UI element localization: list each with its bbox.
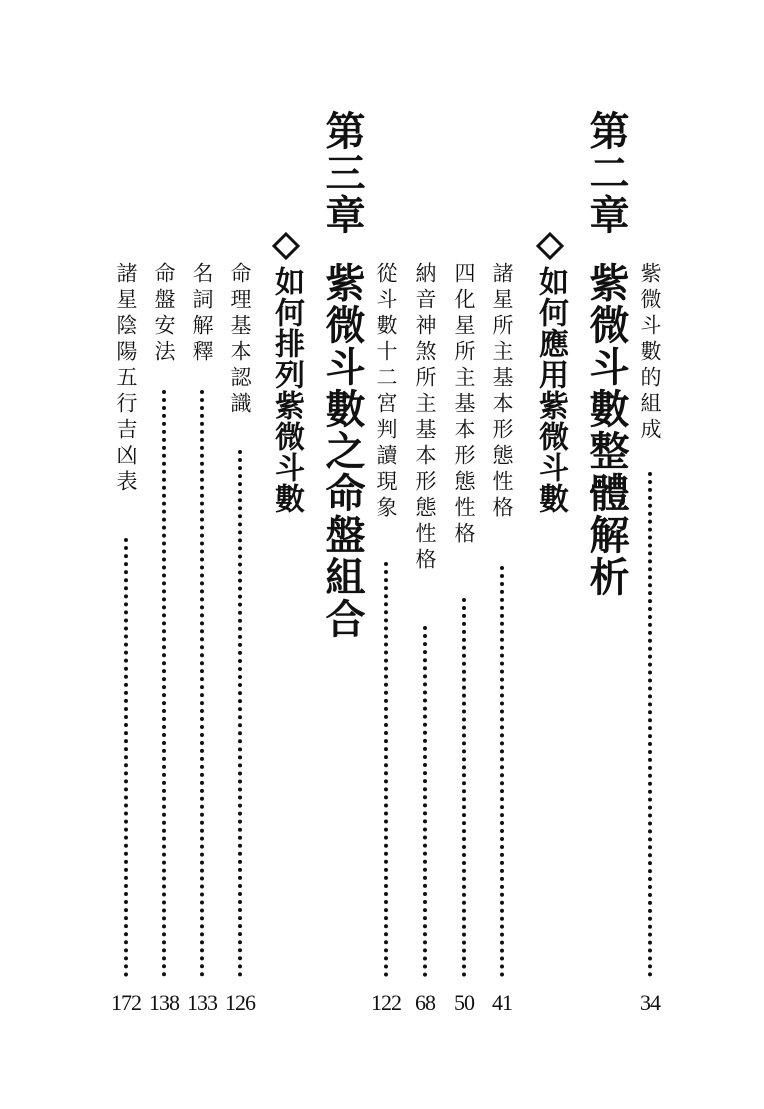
chapter-3-heading: 第三章 [319,110,366,236]
toc-entry-126[interactable] [220,0,260,1109]
diamond-icon [272,232,300,260]
toc-entry-172[interactable] [106,0,146,1109]
entry-title: 四化星所主基本形態性格 [452,262,476,548]
diamond-icon [536,232,564,260]
section-heading-column [266,0,306,1109]
page-number: 50 [454,990,474,1015]
page-number: 126 [225,990,255,1015]
chapter-2-heading-column [582,0,630,1109]
page-number: 172 [111,990,141,1015]
chapter-3-title: 紫微斗數之命盤組合 [319,262,366,640]
entry-title: 紫微斗數的組成 [638,262,662,444]
chapter-2-heading: 第二章 [583,110,630,236]
entry-title: 命盤安法 [152,262,176,366]
entry-title: 諸星所主基本形態性格 [490,262,514,522]
leader-dots [124,538,128,977]
page-number: 41 [492,990,512,1015]
entry-title: 從斗數十二宮判讀現象 [374,262,398,522]
entry-title: 諸星陰陽五行吉凶表 [114,262,138,496]
page-number: 122 [371,990,401,1015]
entry-title: 名詞解釋 [190,262,214,366]
chapter-3-heading-column [318,0,366,1109]
leader-dots [384,562,388,977]
toc-entry-133[interactable] [182,0,222,1109]
toc-entry-ch2-intro[interactable] [630,0,670,1109]
toc-entry-41[interactable] [482,0,522,1109]
entry-title: 納音神煞所主基本形態性格 [413,262,437,574]
toc-entry-50[interactable] [444,0,484,1109]
leader-dots [648,472,652,977]
leader-dots [500,566,504,977]
page-number: 34 [640,990,660,1015]
section-title: 如何排列紫微斗數 [269,266,304,514]
section-title: 如何應用紫微斗數 [533,266,568,514]
page-number: 68 [415,990,435,1015]
page-number: 138 [149,990,179,1015]
page-number: 133 [187,990,217,1015]
leader-dots [162,390,166,977]
chapter-2-title: 紫微斗數整體解析 [583,262,630,598]
section-heading-column [530,0,570,1109]
entry-title: 命理基本認識 [228,262,252,418]
leader-dots [462,598,466,977]
leader-dots [200,390,204,977]
toc-entry-68[interactable] [405,0,445,1109]
toc-entry-122[interactable] [366,0,406,1109]
leader-dots [238,450,242,977]
toc-entry-138[interactable] [144,0,184,1109]
leader-dots [423,626,427,977]
